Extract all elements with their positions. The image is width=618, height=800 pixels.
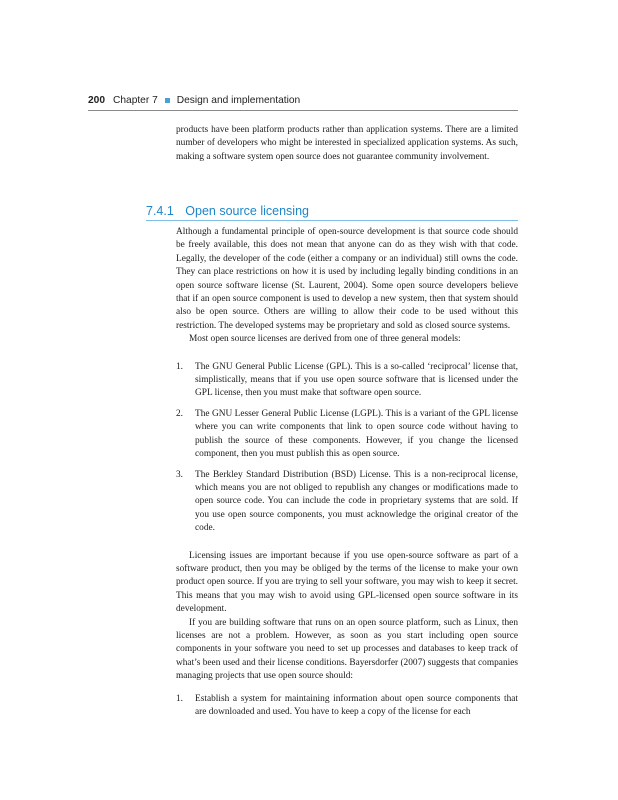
paragraph-open-source-platform: If you are building software that runs on an open source platform, such as Linux, then licenses are not a problem. However, as soon as you start including open source components in your software you need to set up processes and databases to keep track of what’s been used and their license conditions. Bayersdorfer (2007) suggests that companies managing projects that use open source should: <box>176 617 518 682</box>
paragraph-license-principle: Although a fundamental principle of open-source development is that source code should be freely available, this does not mean that anyone can do as they wish with that code. Legally, the developer of the code (either a company or an individual) still owns the code. They can place restrictions on how it is used by including legally binding conditions in an open source software license (St. Laurent, 2004). Some open source developers believe that if an open source component is used to develop a new system, then that system should also be open source. Others are willing to allow their code to be used without this restriction. The developed systems may be proprietary and sold as closed source systems. <box>176 227 518 331</box>
list-item-text: The GNU General Public License (GPL). This is a so-called ‘reciprocal’ license that, simplistically, means that if you use open source software that is licensed under the GPL license, then you must make that software open source. <box>195 361 518 399</box>
section-number: 7.4.1 <box>146 204 174 218</box>
separator-square-icon <box>165 98 170 103</box>
list-item-number: 1. <box>176 361 184 372</box>
paragraph-license-models-intro: Most open source licenses are derived from one of three general models: <box>189 334 461 345</box>
list-item-text: The Berkley Standard Distribution (BSD) License. This is a non-reciprocal license, which means you are not obliged to republish any changes or modifications made to open source code. You can include the code in proprietary systems that are sold. If you use open source components, you must acknowledge the original creator of the code. <box>195 469 518 534</box>
license-models-list <box>176 361 518 536</box>
section-heading <box>146 204 518 221</box>
list-item <box>176 408 518 462</box>
list-item <box>176 469 518 536</box>
list-item-number: 3. <box>176 469 184 480</box>
recommendations-list <box>176 693 518 720</box>
section-body <box>176 226 518 719</box>
list-item-number: 2. <box>176 408 184 419</box>
chapter-title: Design and implementation <box>176 95 301 106</box>
chapter-label: Chapter 7 <box>113 95 158 106</box>
list-item <box>176 361 518 401</box>
list-item-text: The GNU Lesser General Public License (LGPL). This is a variant of the GPL license where you can write components that link to open source code without having to publish the source of these components. However, if you change the licensed component, then you must publish this as open source. <box>195 408 518 460</box>
page-number: 200 <box>88 95 105 106</box>
list-item-number: 1. <box>176 693 184 704</box>
paragraph-licensing-issues: Licensing issues are important because if you use open-source software as part of a software product, then you may be obliged by the terms of the license to make your own product open source. If you are trying to sell your software, you may wish to keep it secret. This means that you may wish to avoid using GPL-licensed open source software in its development. <box>176 550 518 615</box>
section-title: Open source licensing <box>185 204 309 218</box>
list-item <box>176 693 518 720</box>
intro-paragraph: products have been platform products rather than application systems. There are a limited number of developers who might be interested in specialized application systems. As such, making a software system open source does not guarantee community involvement. <box>176 125 518 162</box>
running-head <box>88 95 518 111</box>
list-item-text: Establish a system for maintaining information about open source components that are downloaded and used. You have to keep a copy of the license for each <box>195 693 518 717</box>
